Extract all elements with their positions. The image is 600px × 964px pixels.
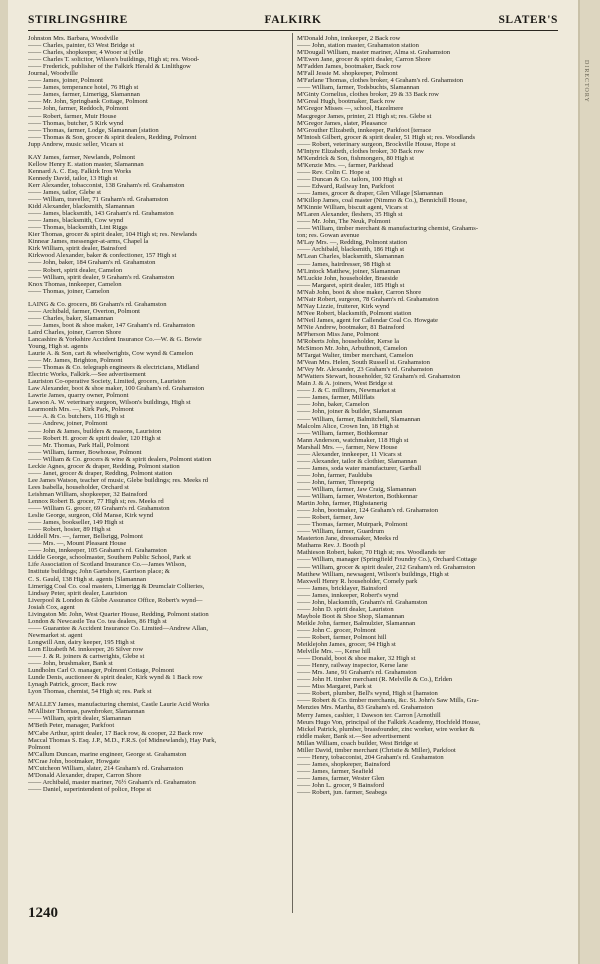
directory-entry: M'Nie Andrew, bootmaker, 81 Bainsford: [297, 323, 405, 331]
directory-entry: M'Luckie John, householder, Braeside: [297, 274, 399, 282]
directory-entry: —— John D. spirit dealer, Lauriston: [297, 605, 394, 613]
directory-entry: —— William, farmer, Balmitchell, Slamannan: [297, 415, 421, 423]
directory-entry: —— William, farmer, Todsbuchts, Slamannan: [297, 84, 420, 92]
directory-entry: Liddle George, schoolmaster, Southern Public School, Park st: [28, 554, 191, 562]
directory-entry: Josiah Cox, agent: [28, 603, 75, 611]
directory-entry: —— William, manager (Springfield Foundry Co.), Orchard Cottage: [297, 556, 477, 564]
directory-entry: —— Thomas, butcher, 5 Kirk wynd: [28, 119, 124, 127]
directory-entry: —— Charles, painter, 63 West Bridge st: [28, 42, 135, 50]
edge-label: DIRECTORY: [583, 60, 589, 103]
directory-entry: Meikle John, farmer, Balmulzier, Slamannan: [297, 619, 416, 627]
directory-entry: Leishman William, shopkeeper, 32 Bainsford: [28, 490, 148, 498]
directory-entry: —— Robert, spirit dealer, Camelon: [28, 266, 123, 274]
directory-entry: Matthew William, newsagent, Wilson's buildings, High st: [297, 570, 449, 578]
directory-entry: —— William, farmer, Bothkennar: [297, 429, 388, 437]
directory-entry: —— Charles T. solicitor, Wilson's buildings, High st; res. Wood-: [28, 56, 200, 64]
directory-entry: —— William, farmer, Bowhouse, Polmont: [28, 448, 142, 456]
directory-entry: Kirk William, spirit dealer, Bainsford: [28, 245, 127, 253]
directory-entry: Electric Works, Falkirk.—See advertisement: [28, 371, 146, 379]
directory-entry: Laird Charles, joiner, Carron Shore: [28, 328, 122, 336]
directory-entry: —— Robert, veterinary surgeon, Brockville House, Hope st: [297, 140, 456, 148]
directory-entry: M'Vean Mrs. Helen, South Russell st. Grahamston: [297, 359, 430, 367]
directory-entry: —— James, bookseller, 149 High st: [28, 519, 124, 527]
directory-entry: Maccal Thomas S. Esq. J.P., M.D., F.R.S. (of Midnewlands), Hay Park,: [28, 736, 217, 744]
directory-entry: —— James, soda water manufacturer, Gartball: [297, 464, 422, 472]
directory-entry: Mathieson Robert, baker, 70 High st; res. Woodlands ter: [297, 549, 446, 557]
directory-entry: —— J. & R. joiners & cartwrights, Glebe st: [28, 653, 145, 661]
directory-entry: —— William G. grocer, 69 Graham's rd. Grahamston: [28, 505, 170, 513]
directory-entry: M'Donald John, innkeeper, 2 Back row: [297, 35, 401, 42]
directory-entry: M'Intyre Elizabeth, clothes broker, 30 Back row: [297, 147, 424, 155]
directory-entry: Newmarket st. agent: [28, 631, 83, 639]
left-column: [28, 35, 290, 793]
directory-entry: —— Mr. John, The Neuk, Polmont: [297, 218, 391, 226]
directory-entry: M'Callum Duncan, marine engineer, George st. Grahamston: [28, 750, 187, 758]
directory-entry: M'Watters Stewart, householder, 92 Graham's rd. Grahamston: [297, 373, 461, 381]
directory-entry: Journal, Woodville: [28, 70, 78, 78]
directory-entry: M'Kinnie William, biscuit agent, Vicars st: [297, 204, 408, 212]
directory-entry: —— Robert, farmer, Polmont hill: [297, 633, 387, 641]
directory-entry: —— Rev. Colin C. Hope st: [297, 168, 370, 176]
directory-entry: —— James, innkeeper, Robert's wynd: [297, 591, 399, 599]
directory-entry: M'Grouther Elizabeth, innkeeper, Parkfoot [terrace: [297, 126, 432, 134]
directory-entry: —— John, innkeeper, 105 Graham's rd. Grahamston: [28, 547, 167, 555]
directory-entry: —— John C. grocer, Polmont: [297, 626, 376, 634]
directory-entry: Martin John, farmer, Highstanerig: [297, 500, 388, 508]
directory-entry: —— William, grocer & spirit dealer, 212 Graham's rd. Grahamston: [297, 563, 476, 571]
directory-entry: —— J. & C. milliners, Newmarket st: [297, 387, 396, 395]
directory-entry: KAY James, farmer, Newlands, Polmont: [28, 153, 136, 161]
directory-entry: —— James, grocer & draper, Glen Village [Slamannan: [297, 190, 443, 198]
directory-entry: —— Robert H. grocer & spirit dealer, 120 High st: [28, 434, 161, 442]
directory-entry: M'Kendrick & Son, fishmongers, 80 High st: [297, 154, 414, 162]
directory-entry: Lauriston Co-operative Society, Limited, grocers, Lauriston: [28, 378, 186, 386]
directory-entry: —— Margaret, spirit dealer, 185 High st: [297, 281, 405, 289]
directory-entry: M'Donald Alexander, draper, Carron Shore: [28, 771, 142, 779]
directory-entry: —— Donald, boot & shoe maker, 32 High st: [297, 655, 416, 663]
directory-entry: —— James, joiner, Polmont: [28, 77, 104, 85]
directory-entry: —— Miss Margaret, Park st: [297, 683, 372, 691]
directory-entry: C. S. Gauld, 138 High st. agents [Slamannan: [28, 575, 147, 583]
directory-entry: M'Cutcheon William, slater, 214 Graham's rd. Grahamston: [28, 764, 183, 772]
directory-entry: —— William & Co. grocers & wine & spirit dealers, Polmont station: [28, 455, 212, 463]
directory-entry: —— John, blacksmith, Graham's rd. Grahamston: [297, 598, 428, 606]
right-column: [297, 35, 559, 796]
directory-entry: Laurie A. & Son, cart & wheelwrights, Cow wynd & Camelon: [28, 350, 194, 358]
directory-entry: —— Robert & Co. timber merchants, &c. St. John's Saw Mills, Gra-: [297, 697, 479, 705]
directory-entry: —— John, bootmaker, 124 Graham's rd. Grahamston: [297, 507, 439, 515]
directory-entry: Kerr Alexander, tobacconist, 138 Graham's rd. Grahamston: [28, 181, 185, 189]
directory-entry: —— William, timber merchant & manufacturing chemist, Grahams-: [297, 225, 479, 233]
directory-entry: Kinnear James, messenger-at-arms, Chapel la: [28, 238, 149, 246]
directory-entry: M'Farlane Thomas, clothes broker, 4 Graham's rd. Grahamston: [297, 77, 464, 85]
directory-entry: Mathams Rev. J. Booth pl: [297, 542, 366, 550]
directory-entry: —— Henry, railway inspector, Kerse lane: [297, 662, 408, 670]
directory-entry: M'Nay Lizzie, fruiterer, Kirk wynd: [297, 302, 390, 310]
directory-entry: Marshall Mrs. —, farmer, New House: [297, 443, 398, 451]
directory-page: [8, 0, 580, 964]
directory-entry: Leckie Agnes, grocer & draper, Redding, Polmont station: [28, 462, 180, 470]
directory-entry: Merry James, cashier, 1 Dawson ter. Carron [Arnothill: [297, 711, 441, 719]
directory-entry: —— Frederick, publisher of the Falkirk Herald & Linlithgow: [28, 63, 191, 71]
directory-entry: —— John, baker, Camelon: [297, 401, 370, 409]
directory-entry: Melville Mrs. —, Kerse hill: [297, 648, 371, 656]
directory-entry: —— John, brushmaker, Bank st: [28, 660, 113, 668]
directory-entry: —— Thomas & Son, grocer & spirit dealers, Redding, Polmont: [28, 133, 197, 141]
directory-entry: M'Beth Peter, manager, Parkfoot: [28, 722, 115, 730]
directory-entry: M'Pherson Miss Jane, Polmont: [297, 330, 379, 338]
directory-entry: —— James, boot & shoe maker, 147 Graham's rd. Grahamston: [28, 321, 195, 329]
directory-entry: —— Mrs. Jane, 91 Graham's rd. Grahamston: [297, 669, 417, 677]
directory-entry: —— Andrew, joiner, Polmont: [28, 420, 108, 428]
directory-entry: M'Gregor James, slater, Pleasance: [297, 119, 388, 127]
directory-entry: Malcolm Alice, Crown Inn, 18 High st: [297, 422, 399, 430]
directory-entry: —— Thomas, farmer, Lodge, Slamannan [station: [28, 126, 159, 134]
directory-entry: —— John, joiner & builder, Slamannan: [297, 408, 403, 416]
directory-entry: Macgregor James, printer, 21 High st; res. Glebe st: [297, 112, 432, 120]
directory-entry: —— William, farmer, Westerton, Bothkennar: [297, 493, 418, 501]
directory-entry: M'Fadden James, bootmaker, Back row: [297, 63, 402, 71]
directory-entry: —— Daniel, superintendent of police, Hope st: [28, 785, 152, 793]
directory-entry: riddle maker, Bank st.—See advertisement: [297, 732, 410, 740]
directory-entry: —— Robert, hosier, 89 High st: [28, 526, 111, 534]
directory-entry: —— James, temperance hotel, 76 High st: [28, 84, 139, 92]
directory-entry: Masterton Jane, dressmaker, Meeks rd: [297, 535, 399, 543]
directory-entry: Miller David, timber merchant (Christie & Miller), Parkfoot: [297, 746, 456, 754]
directory-entry: —— Charles, shopkeeper, 4 Wooer st [ville: [28, 49, 144, 57]
directory-entry: —— Charles, baker, Slamannan: [28, 314, 114, 322]
page-number: 1240: [28, 905, 58, 921]
directory-entry: London & Newcastle Tea Co. tea dealers, 86 High st: [28, 617, 167, 625]
directory-entry: M'Kenzie Mrs. —, farmer, Parkhead: [297, 161, 394, 169]
directory-entry: Learmonth Mrs. —, Kirk Park, Polmont: [28, 406, 134, 414]
directory-entry: Institute buildings; John Gartshore, Garrison place; &: [28, 568, 170, 576]
directory-entry: Lees Isabella, householder, Orchard st: [28, 483, 129, 491]
directory-entry: —— Guarantee & Accident Insurance Co. Limited—Andrew Allan,: [28, 624, 208, 632]
directory-entry: Kennard A. C. Esq. Falkirk Iron Works: [28, 167, 132, 175]
directory-entry: Life Association of Scotland Insurance Co.—James Wilson,: [28, 561, 187, 569]
directory-entry: —— Thomas, blacksmith, Lint Riggs: [28, 224, 128, 232]
directory-entry: Mann Anderson, watchmaker, 118 High st: [297, 436, 409, 444]
directory-entry: M'Gregor Misses —, school, Hazelmere: [297, 105, 404, 113]
directory-entry: —— Robert, farmer, Muir House: [28, 112, 117, 120]
directory-entry: —— John, baker, 184 Graham's rd. Grahamston: [28, 259, 156, 267]
directory-entry: —— James, farmer, Wester Glen: [297, 774, 385, 782]
directory-entry: —— Mr. John, Springbank Cottage, Polmont: [28, 98, 148, 106]
directory-entry: M'Ewen Jane, grocer & spirit dealer, Carron Shore: [297, 56, 431, 64]
directory-entry: —— Archibald, master mariner, 76½ Graham's rd. Grahamston: [28, 778, 196, 786]
directory-entry: —— Mr. Thomas, Park Hall, Polmont: [28, 441, 129, 449]
directory-entry: —— Robert, plumber, Bell's wynd, High st [hamston: [297, 690, 438, 698]
directory-entry: Maybole Boot & Shoe Shop, Slamannan: [297, 612, 405, 620]
directory-entry: Menzies Mrs. Martha, 83 Graham's rd. Grahamston: [297, 704, 434, 712]
directory-entry: —— Duncan & Co. tailors, 100 High st: [297, 175, 403, 183]
directory-entry: Limerigg Coal Co. coal masters, Limerigg & Drumclair Collieries,: [28, 582, 205, 590]
directory-entry: Kier Thomas, grocer & spirit dealer, 104 High st; res. Newlands: [28, 231, 197, 239]
directory-entry: —— Robert, farmer, Jaw: [297, 514, 364, 522]
directory-entry: M'Crae John, bootmaker, Howgate: [28, 757, 120, 765]
directory-entry: —— James, bricklayer, Bainsford: [297, 584, 388, 592]
directory-entry: —— Edward, Railway Inn, Parkfoot: [297, 182, 395, 190]
directory-entry: M'Lay Mrs. —, Redding, Polmont station: [297, 239, 407, 247]
directory-entry: LAING & Co. grocers, 86 Graham's rd. Grahamston: [28, 300, 167, 308]
directory-entry: Liverpool & London & Globe Assurance Office, Robert's wynd—: [28, 596, 203, 604]
directory-entry: —— Alexander, innkeeper, 11 Vicars st: [297, 450, 402, 458]
directory-entry: M'Nair Robert, surgeon, 78 Graham's rd. Grahamston: [297, 295, 439, 303]
column-divider: [292, 33, 293, 913]
directory-entry: —— James, farmer, Millflats: [297, 394, 375, 402]
directory-entry: Main J. & A. joiners, West Bridge st: [297, 380, 393, 388]
directory-entry: Lancashire & Yorkshire Accident Insurance Co.—W. & G. Bowie: [28, 335, 202, 343]
directory-entry: Polmont: [28, 743, 51, 751]
directory-entry: Lynagh Patrick, grocer, Back row: [28, 681, 117, 689]
directory-entry: —— Mr. James, Brighton, Polmont: [28, 357, 123, 365]
directory-entry: —— Archibald, farmer, Overton, Polmont: [28, 307, 140, 315]
directory-entry: Lindsay Peter, spirit dealer, Lauriston: [28, 589, 128, 597]
directory-entry: —— James, tailor, Glebe st: [28, 188, 101, 196]
directory-entry: Lennox Robert B. grocer, 77 High st; res. Meeks rd: [28, 498, 164, 505]
directory-entry: —— John, farmer, Fauldubs: [297, 471, 373, 479]
directory-entry: M'Ginty Cornelius, clothes broker, 29 & 33 Back row: [297, 91, 439, 99]
directory-entry: —— James, blacksmith, Cow wynd: [28, 217, 124, 225]
directory-entry: ton; res. Gowan avenue: [297, 232, 360, 240]
directory-entry: Lorn Elizabeth M. innkeeper, 26 Silver row: [28, 645, 144, 653]
directory-entry: M'Intosh Gilbert, grocer & spirit dealer, 51 High st; res. Woodlands: [297, 133, 476, 141]
directory-entry: Maxwell Henry R. householder, Comely park: [297, 577, 418, 585]
directory-entry: M'Nee Robert, blacksmith, Polmont station: [297, 309, 412, 317]
directory-entry: —— Henry, tobacconist, 204 Graham's rd. Grahamston: [297, 753, 444, 761]
directory-entry: —— Alexander, tailor & clothier, Slamannan: [297, 457, 417, 465]
adjacent-page-edge: [578, 0, 600, 964]
directory-entry: Kidd Alexander, blacksmith, Slamannan: [28, 203, 135, 211]
directory-entry: Lee James Watson, teacher of music, Glebe buildings; res. Meeks rd: [28, 476, 209, 484]
directory-entry: M'Cabe Arthur, spirit dealer, 17 Back row, & cooper, 22 Back row: [28, 729, 203, 737]
header-publisher: SLATER'S: [498, 14, 558, 26]
directory-entry: —— John L. grocer, 9 Bainsford: [297, 781, 385, 789]
directory-entry: M'Laren Alexander, fleshers, 35 High st: [297, 211, 403, 219]
directory-entry: McSimon Mr. John, Arbuthnott, Camelon: [297, 345, 408, 353]
directory-entry: —— Robert, jun. farmer, Seabegs: [297, 789, 388, 797]
directory-entry: —— William, traveller, 71 Graham's rd. Grahamston: [28, 196, 169, 204]
running-header: [28, 14, 558, 28]
directory-entry: —— John & James, builders & masons, Lauriston: [28, 427, 162, 435]
directory-entry: Mickel Patrick, plumber, brassfounder, zinc worker, wire worker &: [297, 725, 475, 733]
directory-entry: Lawson A. W. veterinary surgeon, Wilson's buildings, High st: [28, 399, 191, 407]
directory-entry: M'Lintock Matthew, joiner, Slamannan: [297, 267, 401, 275]
directory-entry: —— William, farmer, Jaw Craig, Slamannan: [297, 486, 417, 493]
directory-entry: —— Thomas, joiner, Camelon: [28, 287, 110, 295]
directory-entry: —— John H. timber merchant (R. Melville & Co.), Erlden: [297, 676, 453, 684]
directory-entry: Law Alexander, boot & shoe maker, 100 Graham's rd. Grahamston: [28, 385, 205, 393]
directory-entry: Jupp Andrew, music seller, Vicars st: [28, 140, 124, 148]
directory-entry: —— John, station master, Grahamston station: [297, 42, 419, 50]
directory-entry: Kennedy David, tailor, 13 High st: [28, 174, 118, 182]
directory-entry: Livingston Mr. John, West Quarter House, Redding, Polmont station: [28, 610, 209, 618]
directory-entry: —— John, farmer, Reddoch, Polmont: [28, 105, 129, 113]
directory-entry: —— Mrs. —, Mount Pleasant House: [28, 540, 127, 548]
directory-entry: —— Thomas & Co. telegraph engineers & electricians, Midland: [28, 364, 199, 372]
directory-entry: —— William, farmer, Guardrum: [297, 528, 385, 536]
directory-entry: —— William, spirit dealer, Slamannan: [28, 715, 131, 723]
directory-entry: M'Fall Jessie M. shopkeeper, Polmont: [297, 70, 398, 78]
directory-entry: —— Archibald, blacksmith, 186 High st: [297, 246, 405, 254]
directory-entry: M'Lean Charles, blacksmith, Slamannan: [297, 253, 404, 261]
directory-entry: M'Nab John, boot & shoe maker, Carron Shore: [297, 288, 422, 296]
directory-entry: Meiklejohn James, grocer, 94 High st: [297, 641, 396, 649]
directory-entry: Longwill Ann, dairy keeper, 195 High st: [28, 638, 135, 646]
directory-entry: —— James, blacksmith, 143 Graham's rd. Grahamston: [28, 210, 174, 218]
directory-entry: Lunde Denis, auctioneer & spirit dealer, Kirk wynd & 1 Back row: [28, 674, 203, 682]
directory-entry: Knox Thomas, innkeeper, Camelon: [28, 280, 122, 288]
directory-entry: M'Greal Hugh, bootmaker, Back row: [297, 98, 395, 106]
directory-entry: —— Janet, grocer & draper, Redding, Polmont station: [28, 469, 173, 477]
directory-entry: —— John, farmer, Threeprig: [297, 478, 375, 486]
directory-entry: M'ALLEY James, manufacturing chemist, Castle Laurie Acid Works: [28, 701, 210, 709]
directory-entry: Young, High st. agents: [28, 342, 88, 350]
directory-entry: Leslie George, surgeon, Old Manse, Kirk wynd: [28, 512, 154, 520]
header-county: STIRLINGSHIRE: [28, 14, 128, 26]
directory-entry: Johnston Mrs. Barbara, Woodville: [28, 35, 119, 42]
directory-entry: Kellow Henry E. station master, Slamannan: [28, 160, 144, 168]
binding-gutter: [0, 0, 8, 964]
header-town: FALKIRK: [264, 14, 322, 26]
directory-entry: M'Neil James, agent for Callendar Coal Co. Howgate: [297, 316, 438, 324]
directory-entry: M'Vey Mr. Alexander, 23 Graham's rd. Grahamston: [297, 366, 433, 374]
directory-entry: —— James, farmer, Seafield: [297, 767, 374, 775]
directory-entry: Kirkwood Alexander, baker & confectioner, 157 High st: [28, 252, 177, 260]
directory-entry: M'Allister Thomas, pawnbroker, Slamannan: [28, 708, 145, 716]
directory-entry: —— James, shopkeeper, Bainsford: [297, 760, 391, 768]
directory-entry: —— A. & Co. butchers, 116 High st: [28, 413, 125, 421]
directory-entry: —— William, spirit dealer, 9 Graham's rd. Grahamston: [28, 273, 175, 281]
directory-entry: Lyon Thomas, chemist, 54 High st; res. Park st: [28, 688, 152, 696]
directory-entry: Meurs Hugo Von, principal of the Falkirk Academy, Hochfeld House,: [297, 718, 481, 726]
directory-entry: Liddell Mrs. —, farmer, Bellsrigg, Polmont: [28, 533, 143, 541]
directory-entry: —— Thomas, farmer, Muirpark, Polmont: [297, 521, 408, 529]
directory-entry: —— James, hairdresser, 98 High st: [297, 260, 391, 268]
directory-entry: M'Targat Walter, timber merchant, Camelon: [297, 352, 414, 360]
directory-entry: M'Dougall William, master mariner, Alma st. Grahamston: [297, 49, 451, 57]
directory-entry: M'Roberts John, householder, Kerse la: [297, 338, 400, 346]
header-rule: [28, 30, 558, 31]
directory-entry: Lundholm Carl O. manager, Polmont Cottage, Polmont: [28, 667, 175, 675]
directory-entry: Millan William, coach builder, West Bridge st: [297, 739, 419, 747]
directory-entry: —— James, farmer, Limerigg, Slamannan: [28, 91, 140, 99]
directory-entry: Lawrie James, quarry owner, Polmont: [28, 392, 129, 400]
directory-entry: M'Killop James, coal master (Nimmo & Co.), Bennichill House,: [297, 197, 468, 205]
